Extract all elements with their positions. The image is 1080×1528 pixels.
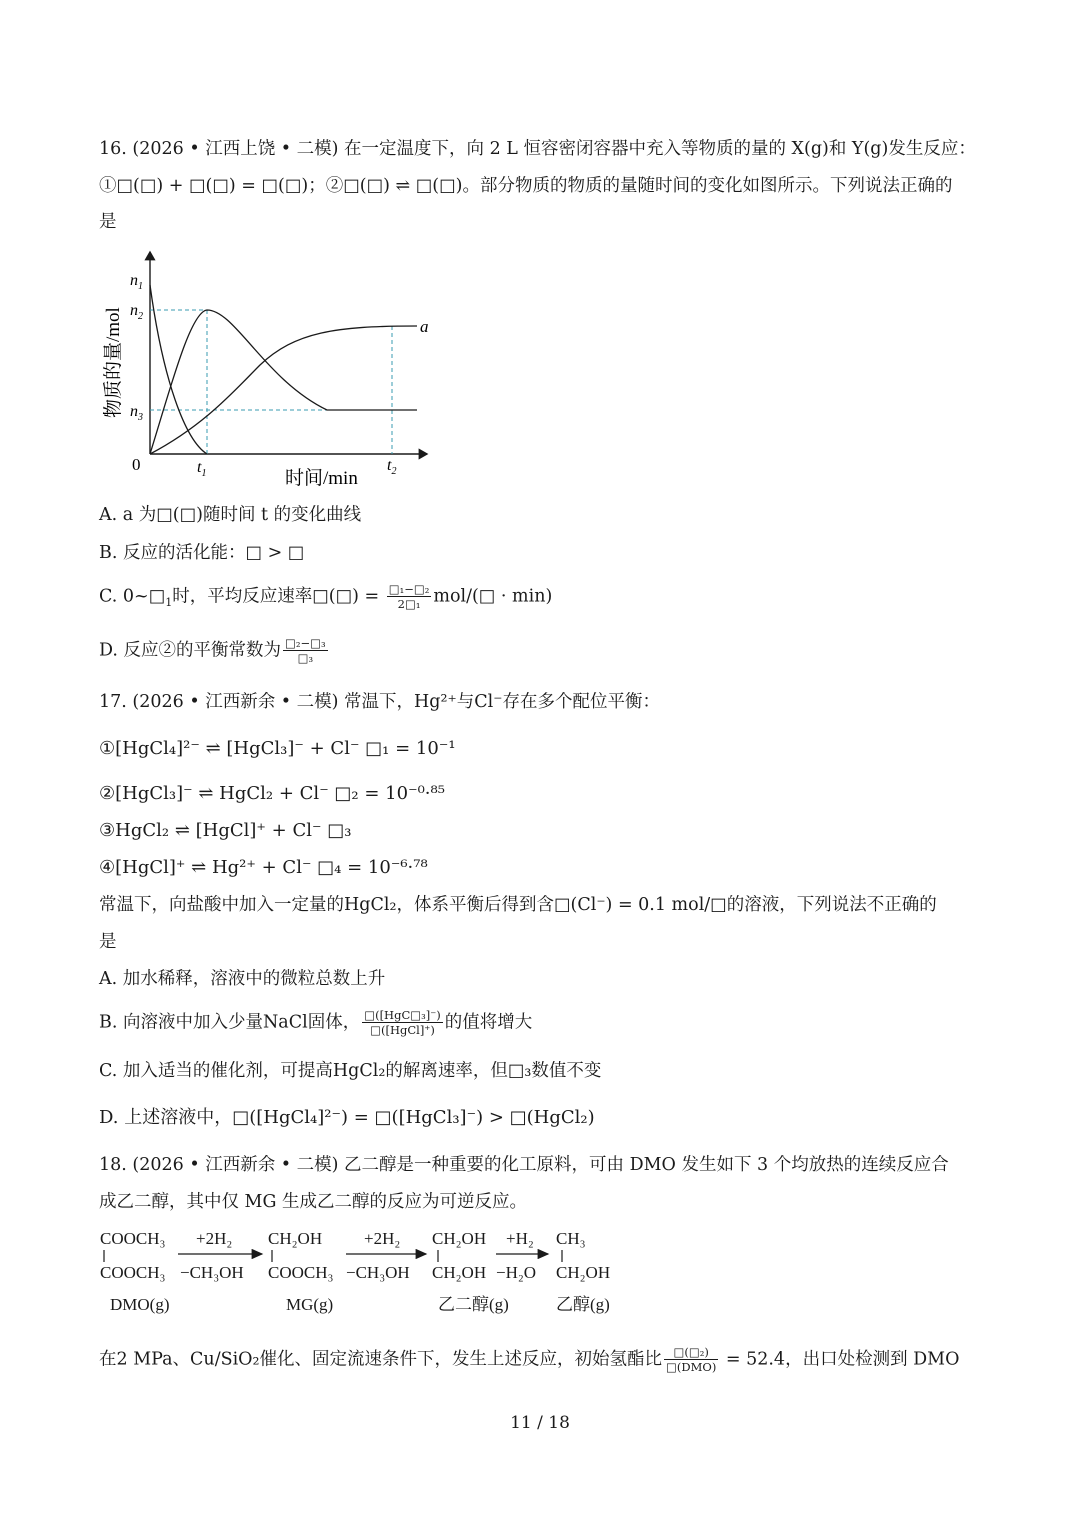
q18-line-3 [99, 1345, 959, 1375]
et-bot: CH₂OH [556, 1263, 611, 1282]
q17-option-c: C. 加入适当的催化剂，可提高HgCl₂的解离速率，但□₃数值不变 [99, 1061, 602, 1081]
q18-l3-pre: 在2 MPa、Cu/SiO₂催化、固定流速条件下，发生上述反应，初始氢酯比 [99, 1349, 663, 1370]
q17-b-pre: B. 向溶液中加入少量NaCl固体， [99, 1012, 361, 1033]
curve-a-label: a [420, 317, 429, 336]
q17-stem-2: 是 [99, 932, 117, 952]
q17-title: 17. (2026 • 江西新余 • 二模) 常温下，Hg²⁺与Cl⁻存在多个配位平衡： [99, 692, 660, 712]
q17-b-den: □([HgCl]⁺) [370, 1023, 435, 1038]
arrow1-top: +2H₂ [196, 1229, 233, 1248]
q16-option-b: B. 反应的活化能：□ > □ [99, 543, 305, 563]
q18-reaction-scheme [96, 1222, 636, 1322]
x-axis-label: 时间/min [285, 468, 358, 489]
q17-option-d: D. 上述溶液中，□([HgCl₄]²⁻) = □([HgCl₃]⁻) > □(HgCl₂) [99, 1107, 595, 1128]
q16-d-den: □₃ [297, 651, 314, 666]
et-top: CH₃ [556, 1229, 586, 1248]
q16-d-pre: D. 反应②的平衡常数为 [99, 640, 282, 661]
arrow3-bot: −H₂O [496, 1263, 537, 1282]
origin-label: 0 [132, 455, 141, 474]
q18-line-1: 18. (2026 • 江西新余 • 二模) 乙二醇是一种重要的化工原料，可由 DMO 发生如下 3 个均放热的连续反应合 [99, 1155, 949, 1175]
y-axis-label: 物质的量/mol [103, 307, 124, 418]
q18-line-2: 成乙二醇，其中仅 MG 生成乙二醇的反应为可逆反应。 [99, 1192, 528, 1212]
q17-option-a: A. 加水稀释，溶液中的微粒总数上升 [99, 969, 386, 989]
q18-l3-post: = 52.4，出口处检测到 DMO [720, 1349, 960, 1370]
q18-l3-fraction [664, 1345, 718, 1375]
y-tick-n3: $n_3$ [130, 403, 143, 423]
arrow2-top: +2H₂ [364, 1229, 401, 1248]
q16-c-pre: C. 0~□ [99, 586, 166, 607]
curve-intermediate [150, 310, 417, 454]
q17-eq-1: ①[HgCl₄]²⁻ ⇌ [HgCl₃]⁻ + Cl⁻ □₁ = 10⁻¹ [99, 738, 456, 759]
dmo-bot: COOCH₃ [100, 1263, 166, 1282]
arrow2-bot: −CH₃OH [346, 1263, 410, 1282]
eg-bot: CH₂OH [432, 1263, 487, 1282]
mg-top: CH₂OH [268, 1229, 323, 1248]
q16-line-2: ①□(□) + □(□) = □(□)；②□(□) ⇌ □(□)。部分物质的物质的量随时间的变化如图所示。下列说法正确的 [99, 176, 953, 196]
q17-option-b [99, 1008, 532, 1038]
q16-d-fraction [283, 636, 328, 666]
q16-line-1: 16. (2026 • 江西上饶 • 二模) 在一定温度下，向 2 L 恒容密闭容器中充入等物质的量的 X(g)和 Y(g)发生反应： [99, 139, 976, 159]
q16-c-fraction [387, 582, 432, 612]
q16-c-den: 2□₁ [397, 597, 421, 612]
q16-c-post: mol/(□ · min) [433, 586, 553, 607]
dmo-label: DMO(g) [110, 1295, 170, 1314]
mg-bot: COOCH₃ [268, 1263, 334, 1282]
et-label: 乙醇(g) [556, 1295, 610, 1314]
arrow3-top: +H₂ [506, 1229, 534, 1248]
q17-b-post: 的值将增大 [444, 1012, 533, 1033]
q16-option-d [99, 636, 330, 666]
q16-chart [95, 240, 440, 490]
q18-l3-num: □(□₂) [664, 1345, 718, 1360]
y-tick-n2: $n_2$ [130, 302, 143, 322]
mg-label: MG(g) [286, 1295, 334, 1314]
q17-stem-1: 常温下，向盐酸中加入一定量的HgCl₂，体系平衡后得到含□(Cl⁻) = 0.1 mol/□的溶液，下列说法不正确的 [99, 895, 937, 915]
q16-d-num: □₂−□₃ [285, 636, 326, 650]
eg-top: CH₂OH [432, 1229, 487, 1248]
q17-eq-4: ④[HgCl]⁺ ⇌ Hg²⁺ + Cl⁻ □₄ = 10⁻⁶·⁷⁸ [99, 857, 428, 878]
q16-option-c [99, 582, 552, 612]
eg-label: 乙二醇(g) [438, 1295, 509, 1314]
q16-c-sub: 1 [165, 595, 173, 609]
arrow1-bot: −CH₃OH [180, 1263, 244, 1282]
x-tick-t1: $t_1$ [197, 459, 207, 479]
q17-b-fraction [362, 1008, 443, 1038]
q17-eq-2: ②[HgCl₃]⁻ ⇌ HgCl₂ + Cl⁻ □₂ = 10⁻⁰·⁸⁵ [99, 783, 445, 804]
q16-c-mid: 时，平均反应速率□(□) = [172, 586, 385, 607]
q17-eq-3: ③HgCl₂ ⇌ [HgCl]⁺ + Cl⁻ □₃ [99, 820, 352, 841]
dmo-top: COOCH₃ [100, 1229, 166, 1248]
x-tick-t2: $t_2$ [387, 457, 397, 477]
q18-l3-den: □(DMO) [666, 1360, 717, 1375]
q16-c-num: □₁−□₂ [388, 582, 430, 596]
y-tick-n1: $n_1$ [130, 272, 143, 292]
page-number: 11 / 18 [510, 1413, 570, 1433]
q17-b-num: □([HgC□₃]⁻) [364, 1008, 441, 1022]
q16-line-3: 是 [99, 212, 117, 232]
q16-option-a: A. a 为□(□)随时间 t 的变化曲线 [99, 505, 362, 525]
